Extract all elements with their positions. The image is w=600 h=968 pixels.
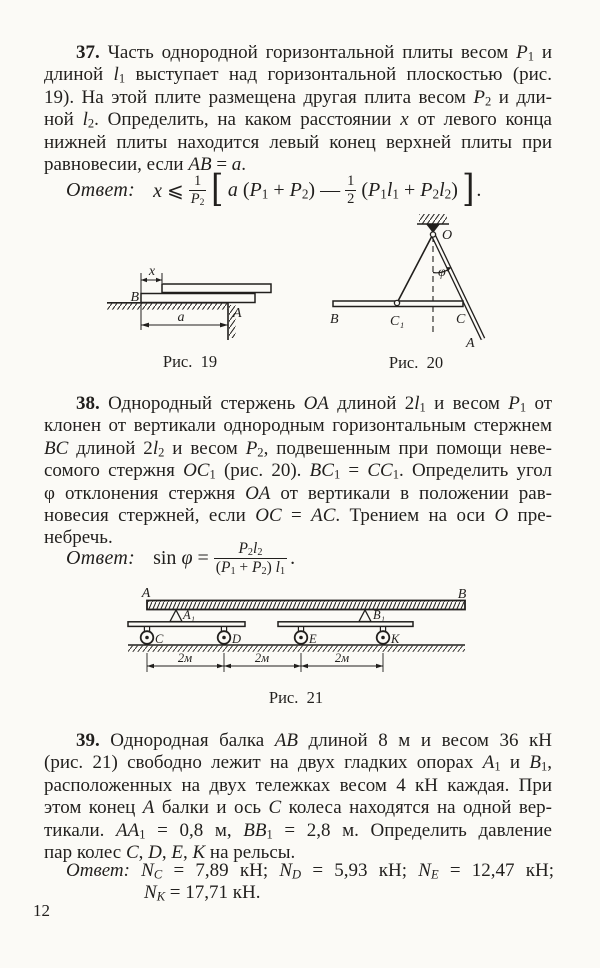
text-line: 38. Однородный стержень OA длиной $2l_1$ и весом $P_1$ от	[76, 393, 553, 415]
fraction	[345, 173, 356, 206]
formula-period: .	[476, 178, 482, 201]
fig21-label-D: D	[232, 632, 242, 646]
answer-38-formula	[66, 537, 295, 579]
text-line: 37. Часть однородной горизонтальной плиты весом $P_1$ и	[76, 42, 553, 64]
fig20-label-C: C	[456, 312, 466, 327]
fig19-ground-hatch	[107, 304, 228, 310]
fig20-label-C1: C₁	[390, 314, 405, 329]
text-line: ной $l_2$. Определить, на каком расстоянии x от левого конца	[44, 109, 552, 131]
figure-19-drawing	[95, 250, 325, 352]
text-line: φ отклонения стержня OA от вертикали в положении рав-	[44, 482, 552, 504]
fraction-denominator: $(P_1 + P_2)$ $l_1$	[215, 558, 286, 577]
answer-label: Ответ:	[66, 178, 136, 201]
fig21-label-E: E	[309, 632, 317, 646]
fig21-dim-label: 2м	[254, 651, 270, 665]
fig21-dim-label: 2м	[177, 651, 193, 665]
figure-21-caption: Рис. 21	[268, 688, 324, 707]
fig21-label-A1: A₁	[183, 608, 195, 622]
text-line: сомого стержня $OC_1$ (рис. 20). $BC_1 = CC_1$. Определить угол	[44, 460, 553, 482]
fig19-label-A: A	[233, 306, 242, 321]
formula-lhs: x ⩽	[153, 179, 184, 202]
fig19-label-B: B	[130, 290, 139, 305]
fraction-denominator: $P_2$	[190, 190, 205, 208]
text-line: пар колес C, D, E, K на рельсы.	[44, 842, 296, 864]
fig21-label-C: C	[155, 632, 164, 646]
figure-20-drawing	[320, 206, 510, 358]
formula-term: a $(P_1 + P_2)$ —	[227, 178, 341, 202]
fraction	[189, 173, 207, 206]
text-line: тикали. $AA_1 = 0,8$ м, $BB_1 = 2,8$ м. Определить давление	[44, 819, 552, 842]
fraction	[214, 540, 287, 576]
text-line: новесия стержней, если OC = AC. Трением на оси O пре-	[44, 505, 552, 527]
fig21-label-K: K	[391, 632, 400, 646]
fig20-pivot-O	[430, 232, 435, 237]
text-line: небречь.	[44, 527, 113, 549]
fig21-label-A: A	[141, 586, 151, 601]
fraction-numerator: 1	[347, 173, 355, 190]
open-bracket: [	[211, 166, 224, 210]
figure-21-drawing	[120, 584, 480, 680]
fig20-label-phi: φ	[438, 265, 446, 280]
fig21-label-B: B	[457, 587, 467, 602]
figure-19-caption: Рис. 19	[162, 352, 218, 371]
text-line: (рис. 21) свободно лежит на двух гладких опорах $A_1$ и $B_1$,	[44, 752, 553, 774]
answer-label: Ответ:	[66, 546, 136, 569]
page-number: 12	[33, 901, 50, 920]
fig19-plates	[141, 284, 271, 303]
text-line: клонен от вертикали однородным горизонтальным стержнем	[44, 415, 552, 437]
fig20-link-OC1	[397, 235, 433, 303]
text-line: 19). На этой плите размещена другая плита весом $P_2$ и дли-	[44, 86, 552, 109]
fig21-wheels	[141, 631, 390, 644]
figure-20-caption: Рис. 20	[388, 353, 444, 372]
problem-37-text	[44, 42, 552, 176]
text-line: длиной $l_1$ выступает над горизонтальной плоскостью (рис.	[44, 64, 552, 86]
fig21-dim-label: 2м	[334, 651, 350, 665]
text-line: равновесии, если AB = a.	[44, 154, 247, 176]
fig20-pivot-C1	[394, 300, 399, 305]
close-bracket: ]	[461, 166, 475, 210]
fig20-label-B: B	[330, 312, 339, 327]
formula-term: $(P_1l_1 + P_2l_2)$	[361, 178, 458, 202]
answer-39-text	[66, 860, 554, 905]
fig20-label-A: A	[466, 336, 475, 351]
text-line: нижней плиты находится левый конец верхней плиты при	[44, 131, 552, 153]
text-line: Ответ: $N_C = 7,89$ кН; $N_D = 5,93$ кН; $N_E = 12,47$ кН;	[66, 860, 555, 882]
problem-39-text	[44, 730, 552, 864]
text-line: BC длиной $2l_2$ и весом $P_2$, подвешенным при помощи неве-	[44, 437, 552, 460]
fig19-label-a: a	[177, 310, 185, 325]
fig21-label-B1: B₁	[373, 608, 385, 622]
fraction-denominator: 2	[347, 190, 355, 207]
fraction-numerator: $P_2l_2$	[238, 540, 263, 559]
fig20-label-O: O	[442, 228, 453, 243]
fraction-numerator: 1	[193, 173, 202, 190]
text-line: $N_K = 17,71$ кН.	[144, 882, 261, 904]
fig21-wheel-forks	[144, 626, 385, 632]
fig21-supports	[170, 610, 371, 622]
problem-38-text	[44, 393, 552, 550]
fig20-ceiling-hatch	[419, 214, 447, 224]
text-line: 39. Однородная балка AB длиной 8 м и весом 36 кН	[76, 730, 552, 751]
fig19-label-x: x	[148, 264, 156, 279]
text-line: этом конец A балки и ось C колеса находятся на одной вер-	[44, 797, 553, 819]
formula-period: .	[290, 546, 296, 569]
text-line: расположенных на двух тележках весом 4 кН каждая. При	[44, 774, 552, 796]
fig21-trolley-platforms	[128, 622, 413, 627]
formula-lhs: sin φ =	[153, 546, 209, 569]
